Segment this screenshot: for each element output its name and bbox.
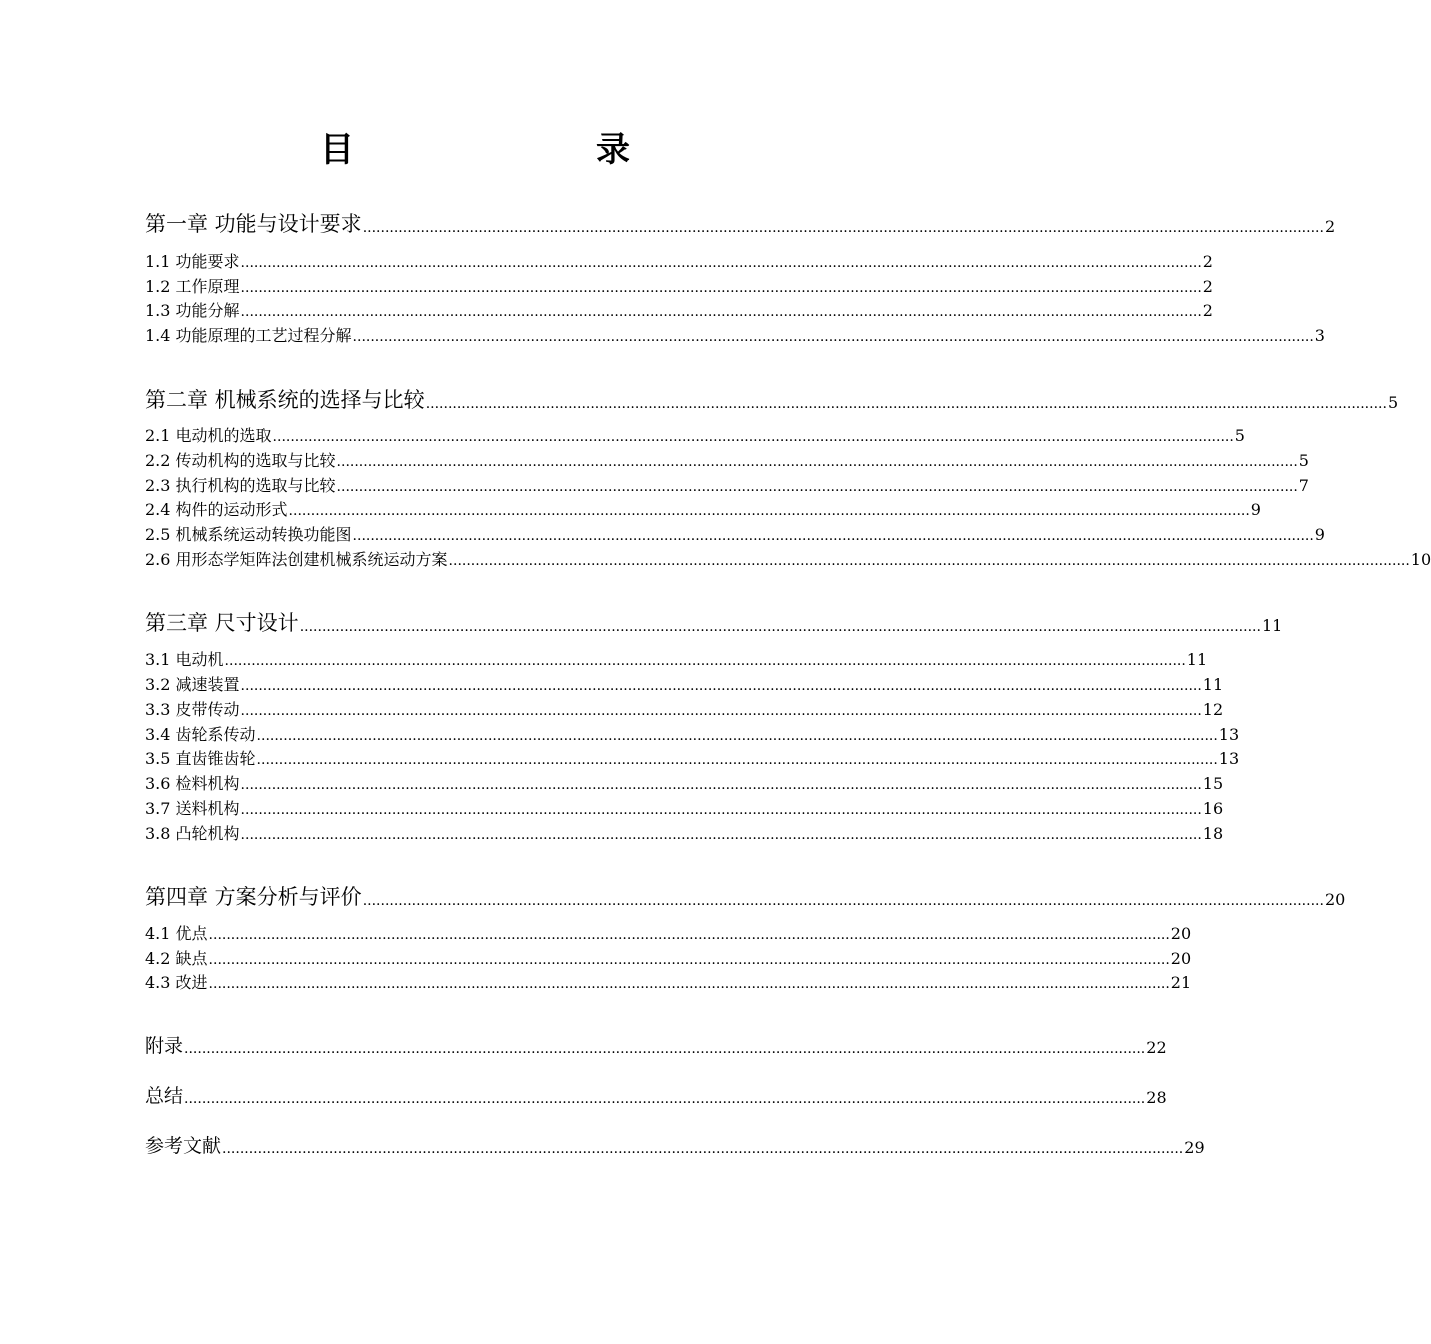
- toc-page-number: 2: [1202, 301, 1213, 320]
- toc-section-3-2[interactable]: [145, 674, 1224, 696]
- toc-page-number: 13: [1218, 749, 1240, 768]
- toc-section-2-1[interactable]: [145, 425, 1245, 447]
- toc-page-number: 15: [1202, 774, 1224, 793]
- toc-section-3-1[interactable]: [145, 649, 1208, 671]
- toc-section-label: 2.3 执行机构的选取与比较: [145, 476, 336, 495]
- toc-section-2-2[interactable]: [145, 450, 1309, 472]
- toc-page-number: 11: [1186, 650, 1208, 669]
- toc-leader-dots: ........................................................................................................................................................................................................................: [240, 678, 1202, 694]
- toc-section-label: 4.2 缺点: [145, 949, 208, 968]
- toc-section-label: 3.7 送料机构: [145, 799, 240, 818]
- toc-leader-dots: ........................................................................................................................................................................................................................: [240, 777, 1202, 793]
- toc-section-label: 3.5 直齿锥齿轮: [145, 749, 256, 768]
- toc-leader-dots: ........................................................................................................................................................................................................................: [240, 280, 1202, 296]
- toc-page-number: 20: [1170, 924, 1192, 943]
- toc-section-label: 3.3 皮带传动: [145, 700, 240, 719]
- toc-section-label: 2.4 构件的运动形式: [145, 500, 288, 519]
- toc-page-number: 2: [1202, 277, 1213, 296]
- toc-chapter-label: 第四章 方案分析与评价: [145, 885, 362, 909]
- toc-leader-dots: ........................................................................................................................................................................................................................: [272, 429, 1234, 445]
- toc-summary-label: 总结: [145, 1085, 184, 1107]
- toc-section-2-5[interactable]: [145, 524, 1325, 546]
- toc-section-label: 3.2 减速装置: [145, 675, 240, 694]
- toc-section-label: 4.3 改进: [145, 973, 208, 992]
- toc-leader-dots: ........................................................................................................................................................................................................................: [240, 827, 1202, 843]
- toc-page-number: 5: [1234, 426, 1245, 445]
- toc-page-number: 2: [1202, 252, 1213, 271]
- toc-appendix[interactable]: [145, 1033, 1167, 1059]
- toc-section-label: 3.1 电动机: [145, 650, 224, 669]
- toc-page-number: 9: [1250, 500, 1261, 519]
- toc-section-1-3[interactable]: [145, 300, 1213, 322]
- toc-chapter-label: 第三章 尺寸设计: [145, 611, 299, 635]
- toc-chapter-2[interactable]: [145, 386, 1399, 414]
- toc-leader-dots: ........................................................................................................................................................................................................................: [336, 479, 1298, 495]
- toc-section-label: 2.6 用形态学矩阵法创建机械系统运动方案: [145, 550, 448, 569]
- toc-section-label: 1.1 功能要求: [145, 252, 240, 271]
- toc-leader-dots: ........................................................................................................................................................................................................................: [256, 728, 1218, 744]
- toc-section-3-5[interactable]: [145, 748, 1240, 770]
- toc-chapter-label: 第一章 功能与设计要求: [145, 212, 362, 236]
- toc-chapter-label: 第二章 机械系统的选择与比较: [145, 388, 425, 412]
- toc-section-label: 3.4 齿轮系传动: [145, 725, 256, 744]
- toc-section-1-1[interactable]: [145, 251, 1213, 273]
- toc-section-1-4[interactable]: [145, 325, 1325, 347]
- toc-leader-dots: ........................................................................................................................................................................................................................: [336, 454, 1298, 470]
- toc-section-4-1[interactable]: [145, 923, 1192, 945]
- toc-section-2-4[interactable]: [145, 499, 1261, 521]
- toc-section-label: 1.2 工作原理: [145, 277, 240, 296]
- page-title: 目 录: [320, 130, 688, 170]
- toc-page-number: 20: [1170, 949, 1192, 968]
- toc-page-number: 16: [1202, 799, 1224, 818]
- toc-page-number: 11: [1202, 675, 1224, 694]
- toc-section-label: 4.1 优点: [145, 924, 208, 943]
- toc-appendix-label: 附录: [145, 1035, 184, 1057]
- toc-section-3-4[interactable]: [145, 724, 1240, 746]
- toc-leader-dots: ........................................................................................................................................................................................................................: [352, 528, 1314, 544]
- toc-leader-dots: ........................................................................................................................................................................................................................: [362, 893, 1324, 909]
- toc-page-number: 28: [1146, 1088, 1167, 1107]
- toc-leader-dots: ........................................................................................................................................................................................................................: [240, 802, 1202, 818]
- toc-leader-dots: ........................................................................................................................................................................................................................: [208, 976, 1170, 992]
- toc-page-number: 18: [1202, 824, 1224, 843]
- toc-section-label: 3.6 检料机构: [145, 774, 240, 793]
- toc-page-number: 3: [1314, 326, 1325, 345]
- toc-summary[interactable]: [145, 1083, 1167, 1109]
- toc-page-number: 10: [1410, 550, 1431, 569]
- toc-leader-dots: ........................................................................................................................................................................................................................: [184, 1041, 1146, 1057]
- toc-leader-dots: ........................................................................................................................................................................................................................: [352, 329, 1314, 345]
- toc-chapter-4[interactable]: [145, 883, 1346, 911]
- toc-section-2-6[interactable]: [145, 549, 1431, 571]
- toc-leader-dots: ........................................................................................................................................................................................................................: [222, 1141, 1184, 1157]
- toc-leader-dots: ........................................................................................................................................................................................................................: [208, 952, 1170, 968]
- toc-section-4-2[interactable]: [145, 948, 1192, 970]
- toc-references[interactable]: [145, 1133, 1205, 1159]
- toc-page-number: 9: [1314, 525, 1325, 544]
- toc-leader-dots: ........................................................................................................................................................................................................................: [240, 304, 1202, 320]
- toc-section-2-3[interactable]: [145, 475, 1309, 497]
- toc-page-number: 11: [1261, 616, 1283, 635]
- toc-section-label: 3.8 凸轮机构: [145, 824, 240, 843]
- toc-leader-dots: ........................................................................................................................................................................................................................: [425, 396, 1387, 412]
- toc-page-number: 29: [1184, 1138, 1205, 1157]
- toc-leader-dots: ........................................................................................................................................................................................................................: [208, 927, 1170, 943]
- toc-leader-dots: ........................................................................................................................................................................................................................: [362, 220, 1324, 236]
- toc-section-3-7[interactable]: [145, 798, 1224, 820]
- toc-section-label: 1.4 功能原理的工艺过程分解: [145, 326, 352, 345]
- toc-leader-dots: ........................................................................................................................................................................................................................: [288, 503, 1250, 519]
- toc-page-number: 22: [1146, 1038, 1167, 1057]
- toc-page-number: 5: [1387, 393, 1399, 412]
- toc-leader-dots: ........................................................................................................................................................................................................................: [256, 752, 1218, 768]
- toc-page-number: 5: [1298, 451, 1309, 470]
- toc-page-number: 2: [1324, 217, 1336, 236]
- toc-chapter-1[interactable]: [145, 210, 1336, 238]
- toc-section-3-6[interactable]: [145, 773, 1224, 795]
- toc-section-label: 2.5 机械系统运动转换功能图: [145, 525, 352, 544]
- toc-page-number: 20: [1324, 890, 1346, 909]
- toc-leader-dots: ........................................................................................................................................................................................................................: [224, 653, 1186, 669]
- toc-references-label: 参考文献: [145, 1135, 222, 1157]
- toc-leader-dots: ........................................................................................................................................................................................................................: [448, 553, 1410, 569]
- toc-leader-dots: ........................................................................................................................................................................................................................: [240, 703, 1202, 719]
- toc-section-label: 2.2 传动机构的选取与比较: [145, 451, 336, 470]
- toc-leader-dots: ........................................................................................................................................................................................................................: [240, 255, 1202, 271]
- toc-section-4-3[interactable]: [145, 972, 1192, 994]
- toc-page-number: 21: [1170, 973, 1192, 992]
- toc-leader-dots: ........................................................................................................................................................................................................................: [184, 1091, 1146, 1107]
- toc-section-label: 2.1 电动机的选取: [145, 426, 272, 445]
- toc-page-number: 7: [1298, 476, 1309, 495]
- toc-page-number: 12: [1202, 700, 1224, 719]
- toc-section-3-3[interactable]: [145, 699, 1224, 721]
- toc-chapter-3[interactable]: [145, 609, 1283, 637]
- toc-section-1-2[interactable]: [145, 276, 1213, 298]
- toc-section-3-8[interactable]: [145, 823, 1224, 845]
- toc-section-label: 1.3 功能分解: [145, 301, 240, 320]
- toc-page-number: 13: [1218, 725, 1240, 744]
- toc-leader-dots: ........................................................................................................................................................................................................................: [299, 619, 1261, 635]
